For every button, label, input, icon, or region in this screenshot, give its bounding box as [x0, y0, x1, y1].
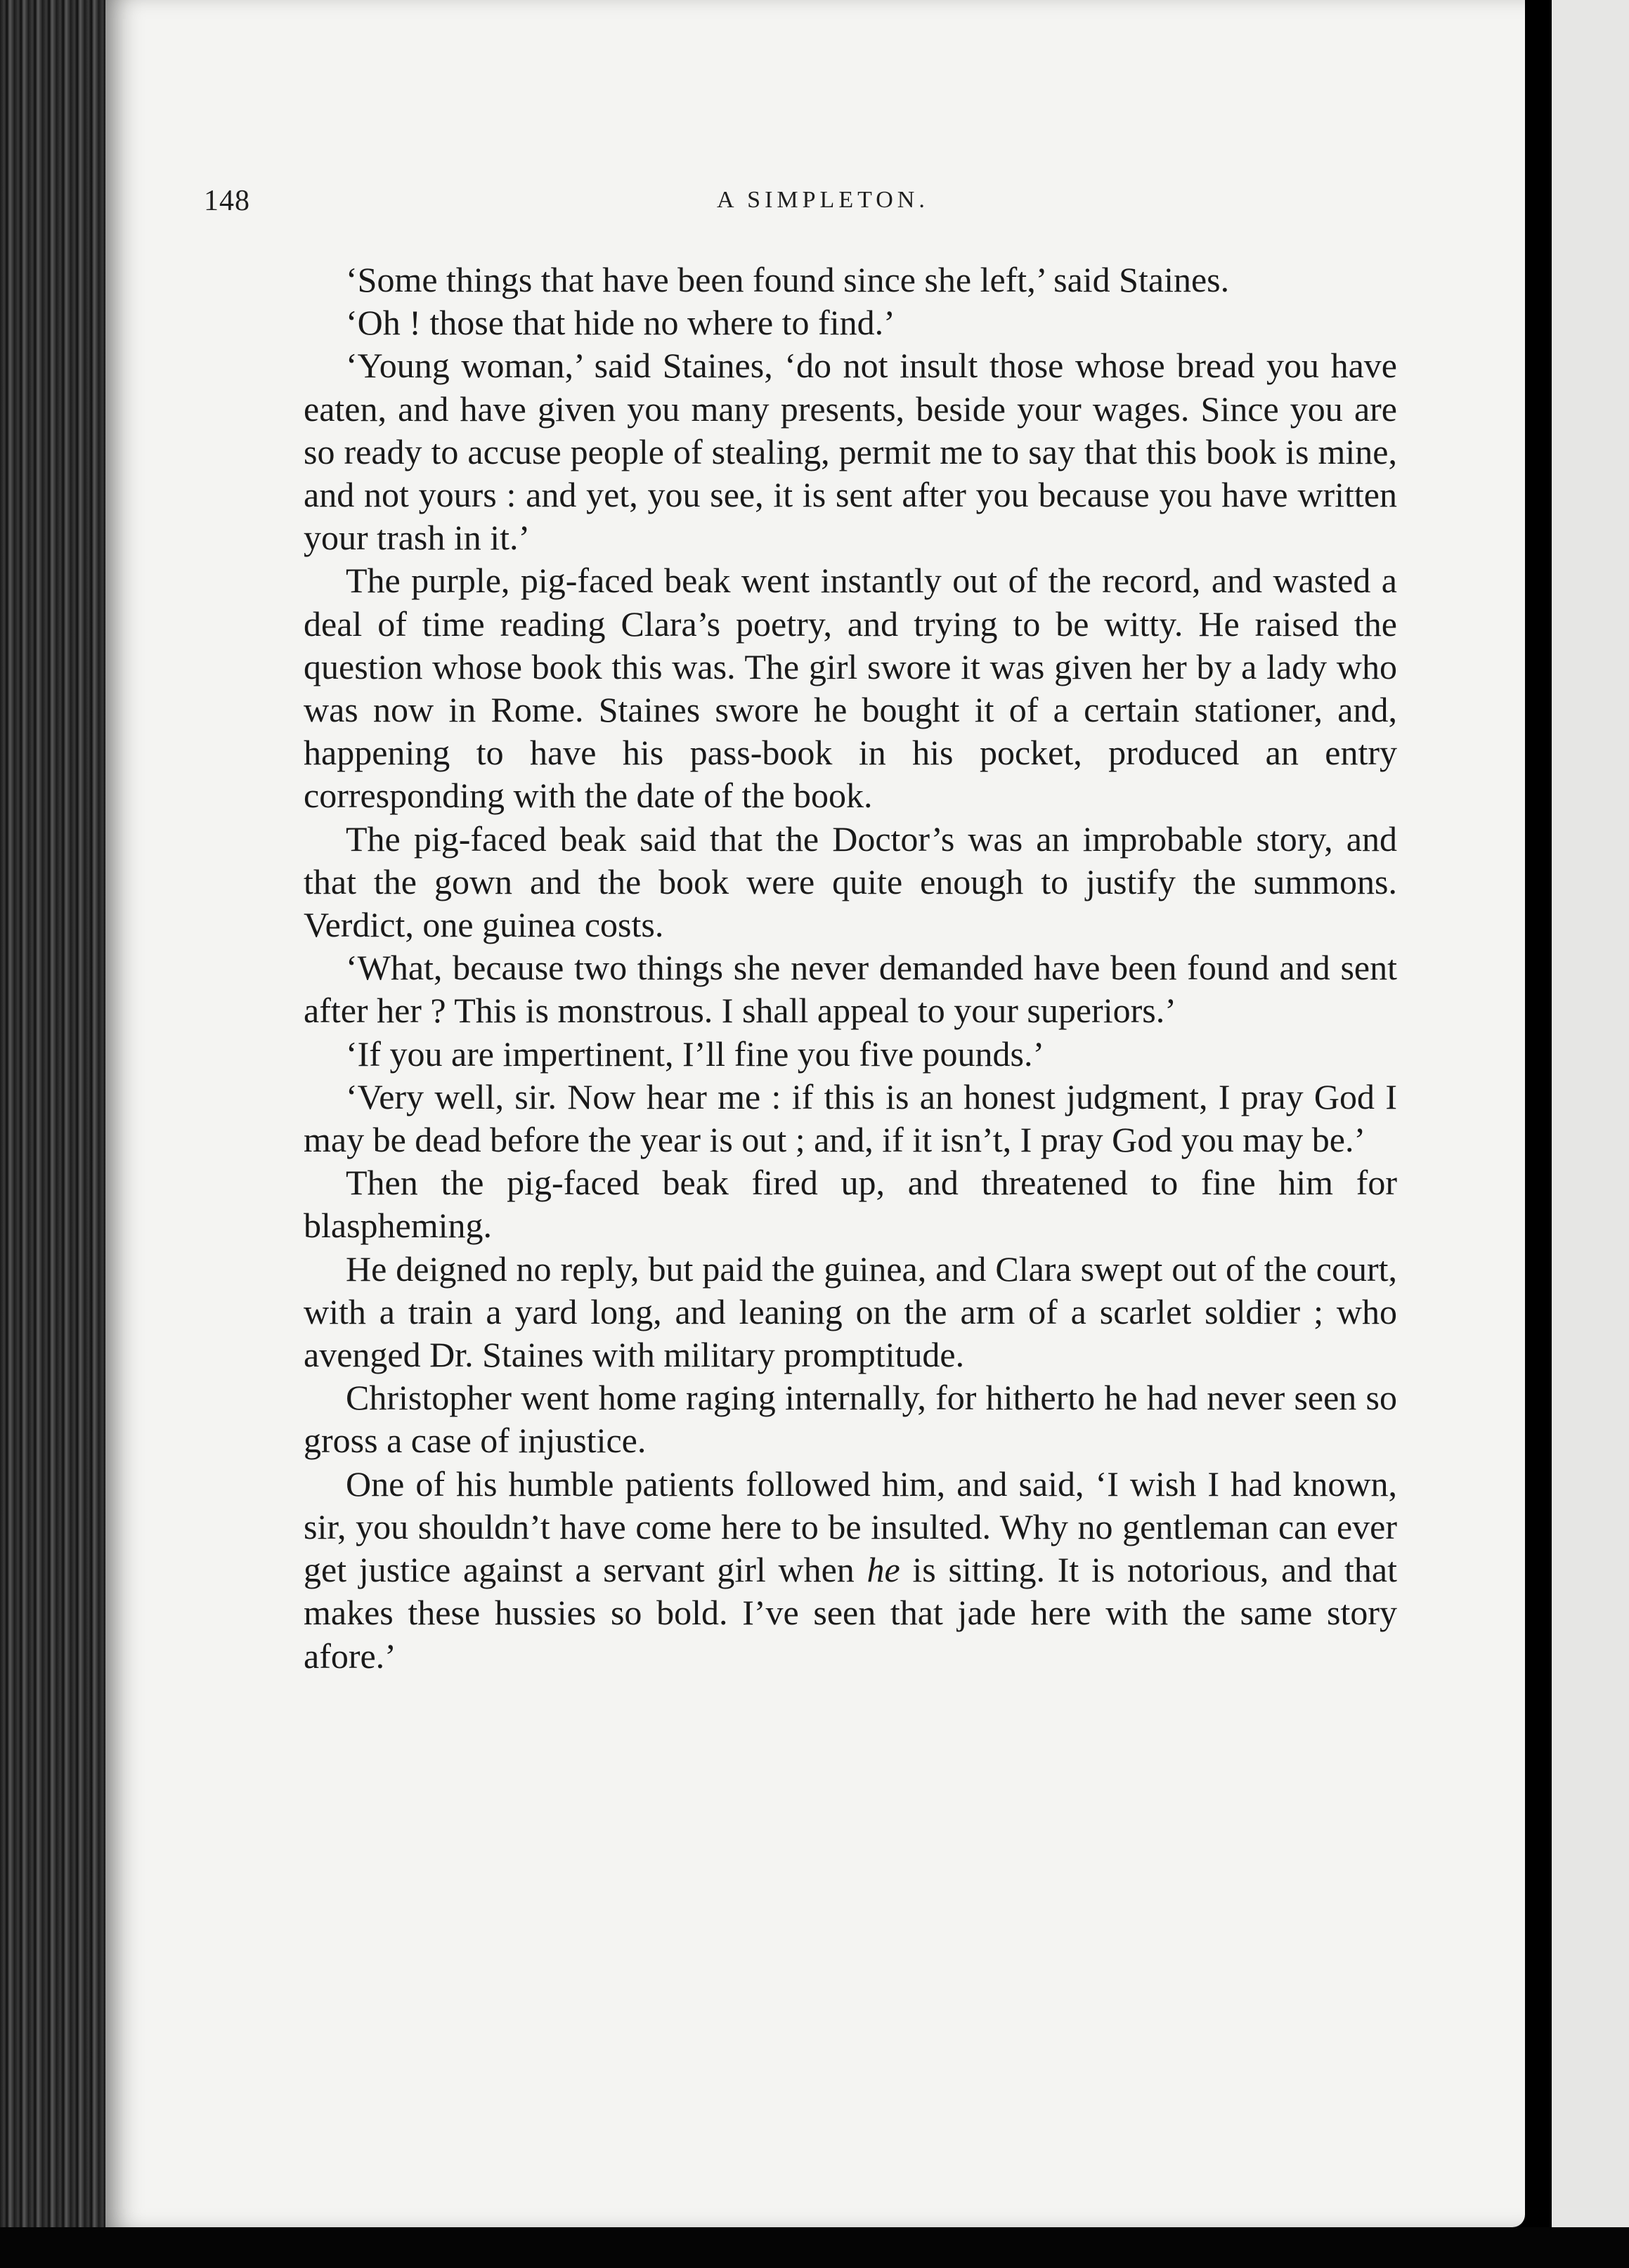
last-paragraph-text-1: One of his humble patients followed him, and said, ‘I wish I had known, sir, you shouldn’t have come here to be insulted. Why no gentleman can ever get justice against a servant girl when	[304, 1464, 1397, 1590]
paragraph: ‘Very well, sir. Now hear me : if this is an honest judgment, I pray God I may be dead before the year is out ; and, if it isn’t, I pray God you may be.’	[304, 1076, 1397, 1160]
paragraph: Christopher went home raging internally, for hitherto he had never seen so gross a case of injustice.	[304, 1378, 1397, 1461]
italic-word: he	[867, 1550, 900, 1590]
page-number: 148	[204, 185, 250, 217]
paragraph: Then the pig-faced beak fired up, and threatened to fine him for blaspheming.	[304, 1163, 1397, 1246]
paragraph: The pig-faced beak said that the Doctor’s was an improbable story, and that the gown and the book were quite enough to justify the summons. Verdict, one guinea costs.	[304, 819, 1397, 945]
paragraph: He deigned no reply, but paid the guinea, and Clara swept out of the court, with a train a yard long, and leaning on the arm of a scarlet soldier ; who avenged Dr. Staines with military promptitude.	[304, 1249, 1397, 1375]
facing-page-edge	[1539, 0, 1629, 2268]
paragraph: ‘If you are impertinent, I’ll fine you five pounds.’	[346, 1034, 1045, 1074]
running-head: A SIMPLETON.	[717, 187, 929, 213]
body-text	[304, 259, 1397, 1678]
paragraph: The purple, pig-faced beak went instantly out of the record, and wasted a deal of time reading Clara’s poetry, and trying to be witty. He raised the question whose book this was. The girl swore it was given her by a lady who was now in Rome. Staines swore he bought it of a certain stationer, and, happening to have his pass-book in his pocket, produced an entry corresponding with the date of the book.	[304, 561, 1397, 816]
paragraph: ‘Oh ! those that hide no where to find.’	[346, 303, 895, 343]
page-header	[204, 184, 1398, 226]
paragraph: ‘Young woman,’ said Staines, ‘do not insult those whose bread you have eaten, and have given you many presents, beside your wages. Since you are so ready to accuse people of stealing, permit me to say that this book is mine, and not yours : and yet, you see, it is sent after you because you have written your trash in it.’	[304, 346, 1397, 558]
paragraph: ‘Some things that have been found since she left,’ said Staines.	[346, 260, 1230, 299]
last-paragraph	[304, 1463, 1397, 1678]
last-paragraph-text-2: is sitting. It is notorious, and that makes these hussies so bold. I’ve seen that jade here with the same story afore.’	[304, 1550, 1397, 1676]
paragraph: ‘What, because two things she never demanded have been found and sent after her ? This is monstrous. I shall appeal to your superiors.’	[304, 948, 1397, 1031]
scan-bottom-border	[0, 2227, 1629, 2268]
